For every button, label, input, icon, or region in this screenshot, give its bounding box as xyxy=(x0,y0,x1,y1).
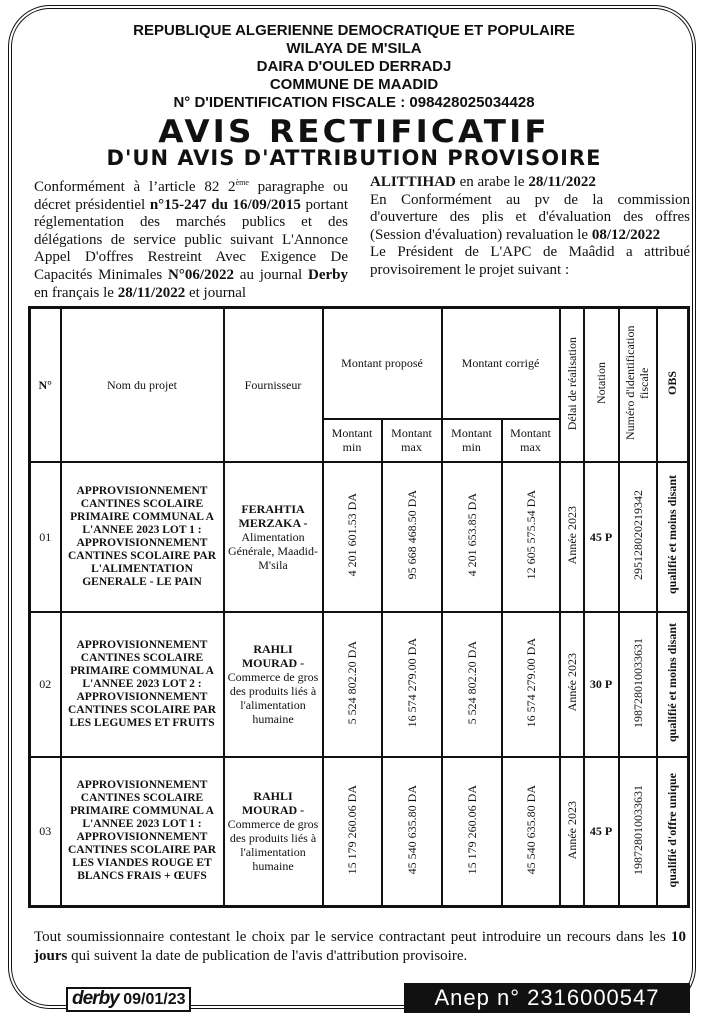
intro-text: En Conformément au pv de la commission d'ouverture des plis et d'évaluation des offres (Session d'évaluation) revaluation le xyxy=(370,191,690,243)
obs: qualifié et moins disant xyxy=(665,622,680,742)
amount: 15 179 260.06 DA xyxy=(464,785,479,875)
header-line: WILAYA DE M'SILA xyxy=(286,40,422,57)
cell-corrected-max xyxy=(502,462,560,612)
tender-number: N°06/2022 xyxy=(168,266,235,283)
attribution-table xyxy=(28,306,690,908)
supplier-activity: Commerce de gros des produits liés à l'alimentation humaine xyxy=(227,670,319,726)
header-line: N° D'IDENTIFICATION FISCALE : 098428025034428 xyxy=(173,94,535,111)
amount: 12 605 575.54 DA xyxy=(523,490,538,580)
intro-text: portant réglementation des marchés publics et des délégations de service public suivant L'Annonce Appel D'offres Restreint Avec Exigence De Capacités Minimales xyxy=(34,196,348,283)
intro-text: en arabe le xyxy=(455,174,529,190)
amount: 95 668 468.50 DA xyxy=(404,490,419,580)
amount: 16 574 279.00 DA xyxy=(404,637,419,728)
intro-text: en français le xyxy=(34,284,118,301)
cell-no: 01 xyxy=(30,462,61,612)
intro-text: Conformément à l’article 82 2 xyxy=(34,179,236,195)
cell-proposed-min xyxy=(323,757,382,907)
cell-tax-id xyxy=(619,757,657,907)
amount: 45 540 635.80 DA xyxy=(523,785,538,875)
header-delay-label: Délai de réalisation xyxy=(564,336,579,430)
notice-subtitle: D'UN AVIS D'ATTRIBUTION PROVISOIRE xyxy=(106,146,602,170)
tax-id: 198728010033631 xyxy=(630,637,645,728)
header-obs xyxy=(657,308,689,462)
derby-logo: derby xyxy=(72,988,119,1009)
header-rating-label: Notation xyxy=(594,362,608,405)
cell-no: 02 xyxy=(30,612,61,757)
intro-text: au journal xyxy=(234,266,309,283)
cell-proposed-min xyxy=(323,612,382,757)
amount: 5 524 802.20 DA xyxy=(345,640,359,725)
header-line: DAIRA D'OULED DERRADJ xyxy=(256,58,452,75)
header-proposed-max: Montant max xyxy=(382,419,442,462)
tax-id: 295128020219342 xyxy=(630,490,645,580)
publication-date: 09/01/23 xyxy=(123,991,186,1008)
header-supplier: Fournisseur xyxy=(224,308,323,462)
header-proposed-min: Montant min xyxy=(323,419,382,462)
appeal-notice xyxy=(34,928,686,966)
cell-corrected-min xyxy=(442,757,502,907)
supplier-name: RAHLI MOURAD - xyxy=(241,789,305,818)
intro-text: Le Président de L'APC de Maâdid a attribué provisoirement le projet suivant : xyxy=(370,244,690,278)
cell-corrected-max xyxy=(502,612,560,757)
header-delay xyxy=(560,308,584,462)
notice-title: AVIS RECTIFICATIF xyxy=(158,114,550,150)
cell-supplier xyxy=(224,612,323,757)
intro-sup: ème xyxy=(235,178,249,187)
cell-proposed-max xyxy=(382,462,442,612)
cell-corrected-max xyxy=(502,757,560,907)
header-no: N° xyxy=(30,308,61,462)
cell-rating: 45 P xyxy=(584,757,619,907)
cell-obs xyxy=(657,462,689,612)
cell-proposed-min xyxy=(323,462,382,612)
cell-supplier xyxy=(224,757,323,907)
intro-text: et journal xyxy=(185,284,247,301)
obs: qualifié et moins disant xyxy=(665,475,680,595)
newspaper-stamp xyxy=(66,987,191,1012)
supplier-name: RAHLI MOURAD - xyxy=(241,642,305,670)
table-row xyxy=(30,612,689,757)
cell-delay xyxy=(560,757,584,907)
cell-delay xyxy=(560,462,584,612)
cell-obs xyxy=(657,612,689,757)
header-block xyxy=(0,22,708,112)
journal-name: Derby xyxy=(308,266,349,283)
cell-rating: 30 P xyxy=(584,612,619,757)
journal-name: ALITTIHAD xyxy=(370,174,456,190)
intro-right-column xyxy=(370,174,690,280)
cell-no: 03 xyxy=(30,757,61,907)
anep-number: Anep n° 2316000547 xyxy=(404,983,690,1013)
header-tax-id xyxy=(619,308,657,462)
cell-proposed-max xyxy=(382,612,442,757)
amount: 45 540 635.80 DA xyxy=(404,785,419,875)
amount: 16 574 279.00 DA xyxy=(523,637,538,728)
footer-text: qui suivent la date de publication de l'avis d'attribution provisoire. xyxy=(67,948,468,964)
obs: qualifié d'offre unique xyxy=(665,772,680,887)
cell-obs xyxy=(657,757,689,907)
intro-text: paragraphe ou décret présidentiel xyxy=(34,179,348,213)
delay: Année 2023 xyxy=(564,505,579,565)
supplier-name: FERAHTIA MERZAKA - xyxy=(238,501,308,530)
cell-proposed-max xyxy=(382,757,442,907)
cell-project: APPROVISIONNEMENT CANTINES SCOLAIRE PRIMAIRE COMMUNAL A L'ANNEE 2023 LOT 2 : APPROVISIONNEMENT CANTINES SCOLAIRE PAR LES LEGUMES ET FRUITS xyxy=(61,612,224,757)
cell-project: APPROVISIONNEMENT CANTINES SCOLAIRE PRIMAIRE COMMUNAL A L'ANNEE 2023 LOT 1 : APPROVISIONNEMENT CANTINES SCOLAIRE PAR L'ALIMENTATION GENERALE - LE PAIN xyxy=(61,462,224,612)
header-line: COMMUNE DE MAADID xyxy=(269,76,439,93)
header-line: REPUBLIQUE ALGERIENNE DEMOCRATIQUE ET POPULAIRE xyxy=(133,22,575,39)
delay: Année 2023 xyxy=(564,800,579,859)
cell-rating: 45 P xyxy=(584,462,619,612)
table-row xyxy=(30,462,689,612)
table-row xyxy=(30,757,689,907)
header-rating xyxy=(584,308,619,462)
amount: 4 201 601.53 DA xyxy=(345,493,359,577)
cell-project: APPROVISIONNEMENT CANTINES SCOLAIRE PRIMAIRE COMMUNAL A L'ANNEE 2023 LOT 1 : APPROVISIONNEMENT CANTINES SCOLAIRE PAR LES VIANDES ROUGE ET BLANCS FRAIS + ŒUFS xyxy=(61,757,224,907)
header-amount-corrected: Montant corrigé xyxy=(442,308,560,419)
amount: 4 201 653.85 DA xyxy=(464,493,479,577)
footer-deadline: 10 jours xyxy=(34,929,686,964)
header-obs-label: OBS xyxy=(665,371,680,396)
decree-ref: n°15-247 du 16/09/2015 xyxy=(149,196,301,213)
tax-id: 198728010033631 xyxy=(630,784,645,875)
cell-supplier xyxy=(224,462,323,612)
evaluation-date: 08/12/2022 xyxy=(591,226,661,243)
cell-tax-id xyxy=(619,612,657,757)
header-amount-proposed: Montant proposé xyxy=(323,308,442,419)
cell-delay xyxy=(560,612,584,757)
delay: Année 2023 xyxy=(564,653,579,712)
header-corrected-min: Montant min xyxy=(442,419,502,462)
publication-date: 28/11/2022 xyxy=(528,174,596,190)
cell-corrected-min xyxy=(442,462,502,612)
amount: 5 524 802.20 DA xyxy=(464,640,479,725)
header-corrected-max: Montant max xyxy=(502,419,560,462)
supplier-activity: Commerce de gros des produits liés à l'alimentation humaine xyxy=(227,817,319,874)
header-tax-id-label: Numéro d'identification fiscale xyxy=(622,326,651,441)
intro-left-column xyxy=(34,174,348,302)
publication-date: 28/11/2022 xyxy=(117,284,186,301)
cell-corrected-min xyxy=(442,612,502,757)
cell-tax-id xyxy=(619,462,657,612)
supplier-activity: Alimentation Générale, Maadid- M'sila xyxy=(228,529,318,572)
header-project: Nom du projet xyxy=(61,308,224,462)
footer-text: Tout soumissionnaire contestant le choix par le service contractant peut introduire un recours dans les xyxy=(34,929,671,945)
amount: 15 179 260.06 DA xyxy=(345,785,359,875)
